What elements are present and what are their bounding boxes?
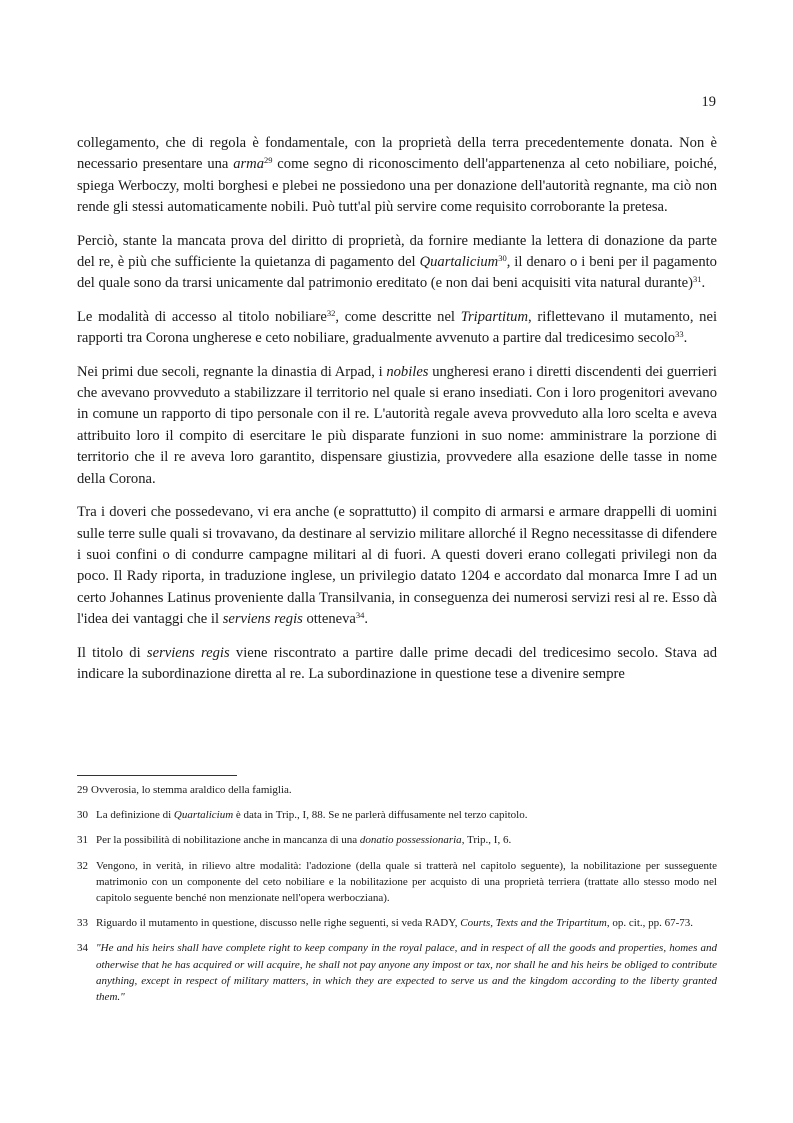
italic-text: nobiles	[386, 363, 429, 380]
text-run: Tra i doveri che possedevano, vi era anche (e soprattutto) il compito di armarsi e armare drappelli di uomini sulle terre sulle quali si trovavano, da destinare al servizio militare allorché il Regno necessitasse di difendere i suoi confini o di condurre campagne militari al di fuori. A questi doveri erano collegati privilegi non da poco. Il Rady riporta, in traduzione inglese, un privilegio datato 1204 e accordato dal monarca Imre I ad un certo Johannes Latinus proveniente dalla Transilvania, in conseguenza dei numerosi servizi resi al re. Esso dà l'idea dei vantaggi che il	[77, 504, 717, 628]
text-run: , il denaro o i beni per il pagamento del quale sono da trarsi unicamente dal patrimonio ereditato (e non dai beni acquisiti vita natural durante)	[77, 254, 717, 292]
text-run: Ovverosia, lo stemma araldico della famiglia.	[91, 784, 292, 796]
paragraph	[77, 502, 717, 630]
footnote	[77, 782, 717, 798]
text-run: Riguardo il mutamento in questione, discusso nelle righe seguenti, si veda RADY,	[96, 917, 461, 930]
footnote-ref[interactable]: 30	[498, 253, 507, 264]
text-run: otteneva	[302, 611, 356, 628]
footnotes	[77, 782, 717, 1014]
paragraph	[77, 133, 717, 219]
paragraph	[77, 231, 717, 295]
footnote	[77, 940, 717, 1005]
footnote-number: 34	[77, 942, 88, 955]
footnote-number: 33	[77, 917, 88, 930]
body-text	[77, 133, 717, 697]
text-run: .	[683, 330, 688, 347]
text-run: .	[364, 611, 369, 628]
text-run: , op. cit., pp. 67-73.	[606, 917, 694, 930]
italic-text: serviens regis	[222, 611, 303, 628]
text-run: .	[701, 275, 706, 292]
italic-text: Quartalicium	[419, 254, 499, 271]
footnote-ref[interactable]: 31	[692, 274, 702, 285]
footnote	[77, 858, 717, 907]
italic-text: "He and his heirs shall have complete right to keep company in the royal palace, and in respect of all the goods and properties, homes and otherwise that he has acquired or will acquire, he shall not pay anyone any impost or tax, nor shall he and his heirs be obliged to contribute anything, except in respect of military matters, in which they are expected to serve us and the kingdom according to the liberty granted them."	[96, 942, 717, 1004]
italic-text: Quartalicium	[173, 809, 234, 822]
footnote-number: 30	[77, 809, 88, 822]
text-run: Il titolo di	[77, 644, 147, 661]
footnote-number: 29	[77, 784, 88, 796]
text-run: , come descritte nel	[335, 308, 461, 325]
text-run: Vengono, in verità, in rilievo altre modalità: l'adozione (della quale si tratterà nel capitolo seguente), la nobilitazione per susseguente matrimonio con un componente del ceto nobiliare e la nobilitazione per acquisto di una proprietà terriera (trattate allo stesso modo nel capitolo seguente benché non menzionate nell'opera werbocziana).	[96, 859, 717, 905]
footnote-ref[interactable]: 34	[355, 610, 365, 621]
page-number: 19	[701, 94, 716, 110]
italic-text: Tripartitum	[460, 308, 529, 325]
footnote	[77, 915, 717, 931]
text-run: , riflettevano il mutamento, nei rapporti tra Corona ungherese e ceto nobiliare, gradualmente avvenuto a partire dal tredicesimo secolo	[77, 308, 717, 347]
paragraph	[77, 307, 717, 350]
text-run: La definizione di	[96, 809, 174, 822]
text-run: collegamento, che di regola è fondamentale, con la proprietà della terra precedentemente donata. Non è necessario presentare una	[77, 135, 717, 173]
italic-text: arma	[233, 156, 264, 173]
paragraph	[77, 362, 717, 490]
footnote	[77, 832, 717, 848]
text-run: Le modalità di accesso al titolo nobiliare	[77, 308, 327, 325]
italic-text: serviens regis	[146, 644, 230, 661]
footnote-divider	[77, 775, 237, 776]
text-run: come segno di riconoscimento dell'appartenenza al ceto nobiliare, poiché, spiega Werboczy, molti borghesi e plebei ne possiedono una per donazione dell'autorità regnante, ma ciò non rende gli stessi automaticamente nobili. Può tutt'al più servire come requisito corroborante la pretesa.	[77, 156, 717, 216]
italic-text: Courts, Texts and the Tripartitum	[460, 917, 607, 930]
text-run: Perciò, stante la mancata prova del diritto di proprietà, da fornire mediante la lettera di donazione da parte del re, è più che sufficiente la quietanza di pagamento del	[77, 232, 717, 271]
paragraph	[77, 643, 717, 686]
text-run: viene riscontrato a partire dalle prime decadi del tredicesimo secolo. Stava ad indicare la subordinazione diretta al re. La subordinazione in questione tese a divenire sempre	[77, 644, 718, 682]
text-run: , Trip., I, 6.	[461, 834, 512, 847]
text-run: è data in Trip., I, 88. Se ne parlerà diffusamente nel terzo capitolo.	[233, 809, 528, 822]
footnote-ref[interactable]: 29	[264, 155, 273, 166]
footnote-ref[interactable]: 33	[675, 329, 684, 340]
text-run: Nei primi due secoli, regnante la dinastia di Arpad, i	[77, 363, 387, 380]
italic-text: donatio possessionaria	[359, 834, 462, 847]
text-run: Per la possibilità di nobilitazione anche in mancanza di una	[96, 834, 360, 847]
footnote-number: 31	[77, 834, 88, 847]
text-run: ungheresi erano i diretti discendenti dei guerrieri che avevano provveduto a stabilizzare il territorio nel quale si erano insediati. Con i loro progenitori avevano in comune un rapporto di tipo personale con il re. L'autorità regale aveva provveduto alla loro scelta e aveva attribuito loro il compito di esercitare le più disparate funzioni in suo nome: amministrare la porzione di territorio che il re aveva loro garantito, dispensare giustizia, provvedere alla esazione delle tasse in nome della Corona.	[77, 363, 717, 487]
footnote	[77, 807, 717, 823]
footnote-number: 32	[77, 859, 88, 872]
footnote-ref[interactable]: 32	[326, 307, 336, 318]
